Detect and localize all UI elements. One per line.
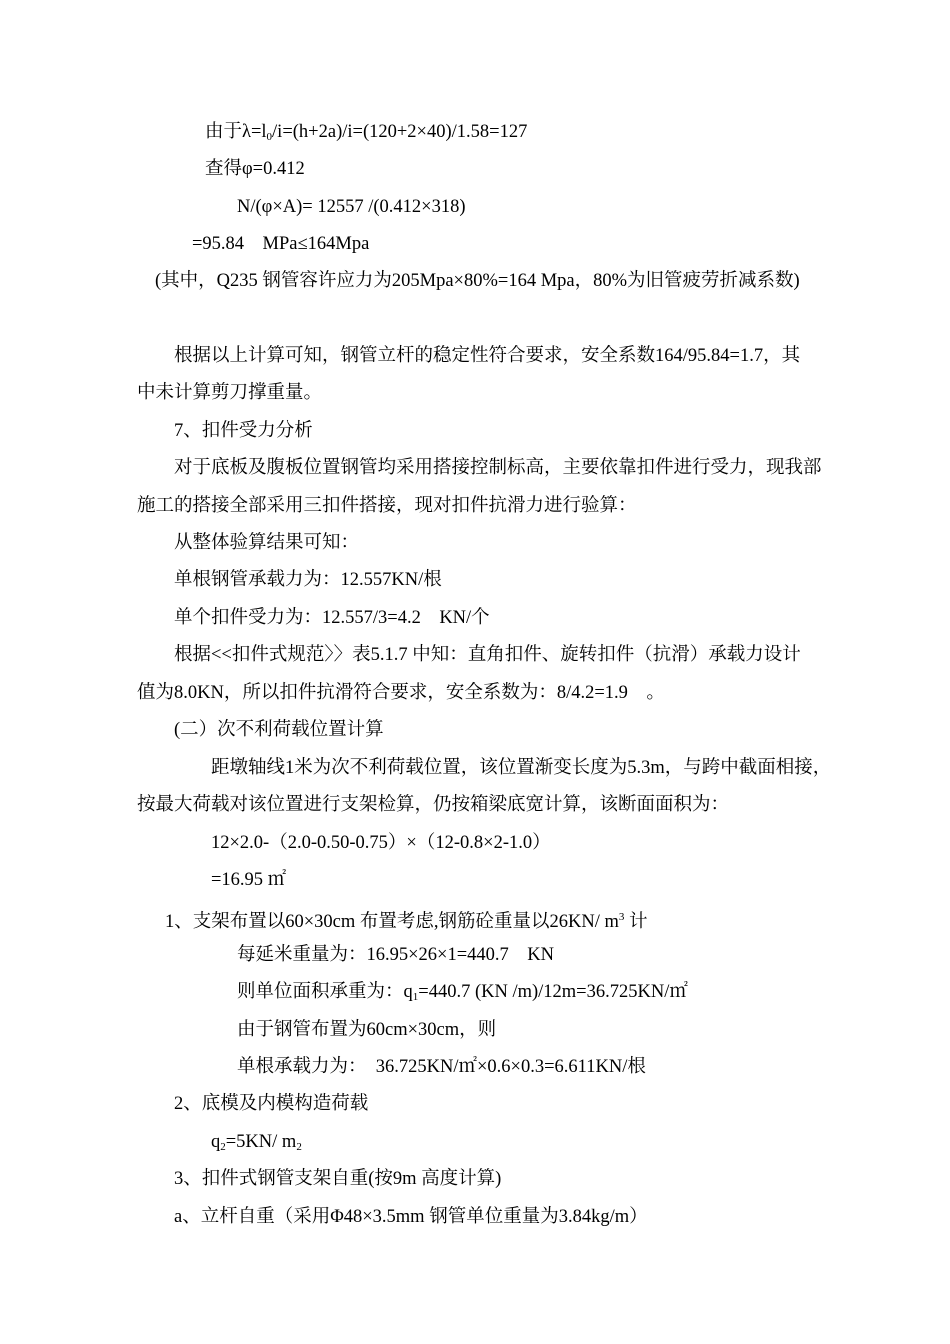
text-line-phi: 查得φ=0.412 [205,159,305,179]
text-segment: 计 [624,912,648,932]
section-heading [165,905,648,934]
text-line [237,980,688,1009]
text-segment: =5KN/ m [225,1132,297,1152]
text-line-paragraph: 施工的搭接全部采用三扣件搭接，现对扣件抗滑力进行验算： [137,496,637,516]
subscript: 0 [266,131,273,143]
text-line-paragraph: 距墩轴线1米为次不利荷载位置，该位置渐变长度为5.3m，与跨中截面相接， [211,758,832,778]
text-line: 单根承载力为： 36.725KN/㎡×0.6×0.3=6.611KN/根 [237,1057,646,1077]
text-line: 单个扣件受力为：12.557/3=4.2 KN/个 [174,608,490,628]
text-line-lambda [205,120,527,149]
text-line-paragraph: 根据<<扣件式规范〉〉表5.1.7 中知：直角扣件、旋转扣件（抗滑）承载力设计 [174,645,801,665]
text-segment: 则单位面积承重为：q [237,982,413,1002]
text-line: 由于钢管布置为60cm×30cm，则 [237,1020,497,1040]
text-line [211,1130,302,1159]
text-line-paragraph: 中未计算剪刀撑重量。 [137,383,323,403]
text-line-paragraph: 对于底板及腹板位置钢管均采用搭接控制标高，主要依靠扣件进行受力，现我部 [174,458,822,478]
text-line-area-formula: 12×2.0-（2.0-0.50-0.75）×（12-0.8×2-1.0） [211,833,551,853]
subscript: 2 [296,1141,302,1153]
text-segment: q [211,1132,221,1152]
text-segment: =440.7 (KN /m)/12m=36.725KN/㎡ [418,982,688,1002]
text-line-area-result: =16.95 ㎡ [211,870,287,890]
text-segment: /i=(h+2a)/i=(120+2×40)/1.58=127 [272,122,528,142]
text-line: 单根钢管承载力为：12.557KN/根 [174,570,442,590]
text-line-paragraph: 按最大荷载对该位置进行支架检算，仍按箱梁底宽计算，该断面面积为： [137,795,730,815]
subscript: 2 [220,1141,226,1153]
text-line: 每延米重量为：16.95×26×1=440.7 KN [237,945,555,965]
text-line-paragraph: 根据以上计算可知，钢管立杆的稳定性符合要求，安全系数164/95.84=1.7，其 [174,346,801,366]
subscript: 1 [412,991,419,1003]
text-line-paragraph: 值为8.0KN，所以扣件抗滑符合要求，安全系数为：8/4.2=1.9 。 [137,683,665,703]
text-line: a、立杆自重（采用Φ48×3.5mm 钢管单位重量为3.84kg/m） [174,1207,648,1227]
text-segment: 1、支架布置以60×30cm 布置考虑,钢筋砼重量以26KN/ m [165,912,619,932]
section-heading: 3、扣件式钢管支架自重(按9m 高度计算) [174,1169,502,1189]
section-heading: (二）次不利荷载位置计算 [174,720,384,740]
text-line: 从整体验算结果可知： [174,533,360,553]
text-line-stress-formula: N/(φ×A)= 12557 /(0.412×318) [237,197,466,217]
superscript: 3 [618,911,625,923]
text-segment: 由于λ=l [205,122,267,142]
text-line-stress-result: =95.84 MPa≤164Mpa [192,234,370,254]
text-line-note: (其中，Q235 钢管容许应力为205Mpa×80%=164 Mpa，80%为旧管疲劳折减系数) [155,271,800,291]
section-heading: 2、底模及内模构造荷载 [174,1094,369,1114]
section-heading: 7、扣件受力分析 [174,421,313,441]
